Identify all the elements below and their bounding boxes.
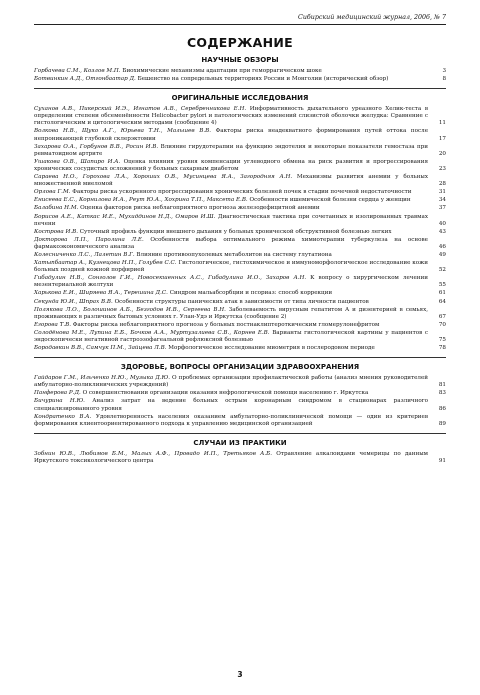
entry-title: Варианты гистологической картины у пациентов с эндоскопически негативной гастроэзофагеальной рефлюксной болезнью	[34, 329, 428, 343]
entry-authors: Полякова Л.О., Болошинов А.Б., Безгодов И.В., Сергеева В.Н.	[34, 306, 226, 313]
entry-page-number: 40	[438, 220, 446, 227]
entry-authors: Балабина Н.М.	[34, 205, 79, 212]
toc-entry[interactable]	[34, 106, 446, 127]
entry-authors: Солодёнова М.Е., Лупина Е.Б., Бочков А.А., Муртузалиева С.В., Корнев Е.В.	[34, 329, 270, 336]
entry-authors: Борисов А.Е., Каткас И.Е., Мухиддинов Н.Д., Омаров И.Ш.	[34, 213, 216, 220]
entry-title: Особенности структуры панических атак в зависимости от типа личности пациентов	[114, 298, 369, 305]
journal-header: Сибирский медицинский журнал, 2006, № 7	[34, 14, 446, 25]
entry-authors: Хатыпбаатар А., Кузнецова Н.П., Голубев С.С.	[34, 260, 177, 267]
entry-authors: Гайдаров Г.М., Ильченко Н.Ю., Музыка Д.Ю.	[34, 375, 171, 382]
entry-page-number: 43	[438, 228, 446, 235]
entry-authors: Суханов А.В., Пикерский И.Э., Игнатов А.В., Серебренникова Е.Н.	[34, 106, 247, 113]
entry-authors: Харькова Е.И., Ширяева Я.А., Терешина Д.С.	[34, 290, 168, 297]
entry-title: Факторы риска неблагоприятного прогноза у больных постнаклиптероткическим гломерулонефритом	[72, 321, 380, 328]
entry-title: Оценка влияния уровня компенсации углеводного обмена на риск развития и прогрессирования хронических сосудистых осложнений у больных сахарным диабетом	[34, 158, 428, 172]
toc-entry[interactable]	[34, 260, 446, 274]
section-divider	[34, 357, 446, 358]
section-divider	[34, 433, 446, 434]
entry-authors: Волкова Н.В., Щуко А.Г., Юрьева Т.Н., Мальшев В.В.	[34, 128, 212, 135]
entry-authors: Сараева Н.О., Горохова Л.А., Хороших О.В., Мусинцева Я.А., Загородняя А.Н.	[34, 174, 293, 181]
section-heading: СЛУЧАИ ИЗ ПРАКТИКИ	[193, 438, 287, 447]
entry-page-number: 49	[438, 251, 446, 258]
toc-entry[interactable]	[34, 330, 446, 344]
entry-page-number: 75	[438, 337, 446, 343]
toc-entry[interactable]	[34, 197, 446, 204]
entry-page-number: 67	[438, 313, 446, 320]
toc-entry[interactable]	[34, 322, 446, 329]
toc-entry[interactable]	[34, 128, 446, 142]
toc-entry[interactable]	[34, 68, 446, 75]
toc-entry[interactable]	[34, 414, 446, 428]
entry-authors: Панферова Р.Д.	[34, 390, 81, 397]
table-of-contents	[34, 56, 446, 465]
entry-title: Бешенство на сопредельных территориях России и Монголии (исторический обзор)	[137, 76, 389, 83]
toc-entry[interactable]	[34, 252, 446, 259]
toc-entry[interactable]	[34, 307, 446, 321]
toc-entry[interactable]	[34, 299, 446, 306]
entry-title: Заболеваемость вирусным гепатитом А и дизентерией в семьях, проживающих в различных бытовых условиях г. Улан-Удэ и Иркутска (сообщение 2)	[34, 306, 429, 320]
toc-entry[interactable]	[34, 205, 446, 212]
entry-page-number: 55	[438, 282, 446, 289]
toc-entry[interactable]	[34, 214, 446, 228]
entry-title: Влияние гирудотерапии на функцию эндотелия и некоторые показатели гемостаза при ревматоидном артрите	[34, 143, 429, 157]
entry-authors: Ботвинкин А.Д., Отгонбаатар Д.	[34, 76, 136, 83]
entry-title: Влияние противоопухолевых метаболитов на систему глутатиона	[136, 251, 332, 258]
toc-entry[interactable]	[34, 290, 446, 297]
page-title: СОДЕРЖАНИЕ	[186, 35, 294, 50]
entry-authors: Орлова Г.М.	[34, 189, 71, 196]
entry-authors: Бичурина Н.Ю.	[34, 398, 85, 405]
entry-title: Морфологическое исследование миометрия в послеродовом периоде	[168, 345, 375, 352]
toc-entry[interactable]	[34, 144, 446, 158]
toc-entry[interactable]	[34, 451, 446, 465]
entry-authors: Егорова Т.В.	[34, 321, 71, 328]
toc-entry[interactable]	[34, 76, 446, 83]
entry-page-number: 83	[438, 390, 446, 397]
entry-authors: Секунда Ю.И., Шпрах В.В.	[34, 298, 113, 305]
entry-authors: Гибадулин Н.В., Сонголов Г.И., Новосекшенных А.С., Гибадулина И.О., Захаров А.Н.	[34, 275, 307, 282]
entry-title: Факторы риска ускоренного прогрессирования хронических болезней почек в стадии почечной недостаточности	[72, 189, 412, 196]
entry-authors: Докторова Л.П., Паролина Л.Е.	[34, 236, 144, 243]
entry-title: Особенности ишемической болезни сердца у женщин	[249, 197, 411, 204]
entry-title: Диагностическая тактика при сочетанных и изолированных травмах печени	[34, 213, 428, 227]
entry-page-number: 20	[438, 150, 446, 157]
entry-title: К вопросу о хирургическом лечении мезентериальной желтухи	[34, 275, 428, 289]
page-number: 3	[237, 670, 243, 679]
entry-page-number: 37	[438, 205, 446, 212]
entry-page-number: 78	[438, 345, 446, 352]
toc-entry[interactable]	[34, 229, 446, 236]
entry-title: Оценка факторов риска неблагоприятного прогноза железодефицитной анемии	[80, 205, 320, 212]
entry-page-number: 31	[438, 189, 446, 196]
section-divider	[34, 88, 446, 89]
entry-page-number: 81	[438, 382, 446, 389]
entry-page-number: 91	[438, 457, 446, 464]
entry-page-number: 8	[442, 76, 446, 83]
toc-entry[interactable]	[34, 345, 446, 352]
toc-entry[interactable]	[34, 375, 446, 389]
toc-entry[interactable]	[34, 398, 446, 412]
entry-authors: Зобнин Ю.В., Любимов Б.М., Малых А.Ф., Провадо И.П., Третьяков А.Б.	[34, 450, 273, 457]
entry-title: О совершенствовании организации оказания нефрологической помощи населению г. Иркутска	[82, 390, 369, 397]
entry-title: Суточный профиль функции внешнего дыхания у больных хронической обструктивной болезнью легких	[79, 228, 392, 235]
entry-page-number: 61	[438, 290, 446, 297]
entry-page-number: 46	[438, 243, 446, 250]
entry-page-number: 34	[438, 197, 446, 204]
entry-page-number: 70	[438, 321, 446, 328]
entry-title: Механизмы развития анемии у больных множественной миеломой	[34, 174, 428, 188]
entry-page-number: 89	[438, 420, 446, 427]
entry-page-number: 86	[438, 405, 446, 412]
entry-title: Факторы риска неадекватного формирования путей оттока после непроникающей глубокой склерэктомии	[34, 128, 428, 142]
entry-authors: Горбачева С.М., Козлов М.П.	[34, 68, 121, 74]
entry-authors: Кострова И.В.	[34, 228, 78, 235]
entry-title: Биохимические механизмы адаптации при геморрагическом шоке	[122, 68, 322, 74]
toc-entry[interactable]	[34, 189, 446, 196]
entry-title: Отравление алкалоидами чемерицы по данным Иркутского токсикологического центра	[34, 450, 429, 464]
entry-page-number: 64	[438, 298, 446, 305]
section-heading: ЗДОРОВЬЕ, ВОПРОСЫ ОРГАНИЗАЦИИ ЗДРАВООХРАНЕНИЯ	[120, 363, 360, 372]
toc-entry[interactable]	[34, 275, 446, 289]
entry-authors: Ушакова О.В., Шапиро И.А.	[34, 158, 121, 165]
entry-authors: Кондратенко В.А.	[34, 413, 92, 420]
toc-entry[interactable]	[34, 174, 446, 188]
entry-title: Гистологическое, гистохимическое и иммуноморфологическое исследование кожи больных поздней кожной порфирией	[34, 260, 428, 274]
entry-page-number: 28	[438, 181, 446, 188]
entry-title: Особенности выбора оптимального режима химиотерапии туберкулеза на основе фармакоэкономического анализа	[34, 236, 428, 250]
section-heading: НАУЧНЫЕ ОБЗОРЫ	[201, 56, 279, 64]
entry-authors: Енисеева Е.С., Корнилова И.А., Реут Ю.А., Хохрина Т.П., Максета Е.В.	[34, 197, 248, 204]
entry-title: Анализ затрат на ведение больных острым коронарным синдромом в стационарах различного специализированного уровня	[34, 398, 429, 412]
entry-title: О проблемах организации профилактической работы (анализ мнения руководителей амбулаторно-поликлинических учреждений)	[34, 375, 428, 389]
entry-page-number: 52	[438, 267, 446, 274]
entry-page-number: 17	[438, 135, 446, 142]
entry-page-number: 11	[438, 120, 446, 127]
entry-title: Информативность дыхательного уреазного Хелик-теста в определении степени обсеменённости Helicobacter pylori и патологических изменений слизистой оболочки желудка: Сравнение с гистологическим и цитологическим методами (сообщение 4)	[34, 106, 429, 127]
entry-page-number: 23	[438, 165, 446, 172]
toc-entry[interactable]	[34, 159, 446, 173]
entry-title: Удовлетворенность населения оказанием амбулаторно-поликлинической помощи — один из критериев формирования клиентоориентированного подхода к управлению медицинской организацией	[34, 413, 428, 427]
entry-authors: Колесниченко Л.С., Лалетин В.Г.	[34, 251, 135, 258]
section-heading: ОРИГИНАЛЬНЫЕ ИССЛЕДОВАНИЯ	[171, 94, 309, 103]
entry-title: Синдром мальабсорбции и псориаз: способ коррекции	[169, 290, 333, 297]
entry-page-number: 3	[442, 68, 446, 74]
toc-entry[interactable]	[34, 390, 446, 397]
entry-authors: Бородавкин В.В., Самчук П.М., Зайцева Л.В.	[34, 345, 167, 352]
toc-page	[34, 14, 446, 466]
entry-authors: Захарова О.А., Горбунов В.В., Росин И.В.	[34, 143, 159, 150]
toc-entry[interactable]	[34, 237, 446, 251]
